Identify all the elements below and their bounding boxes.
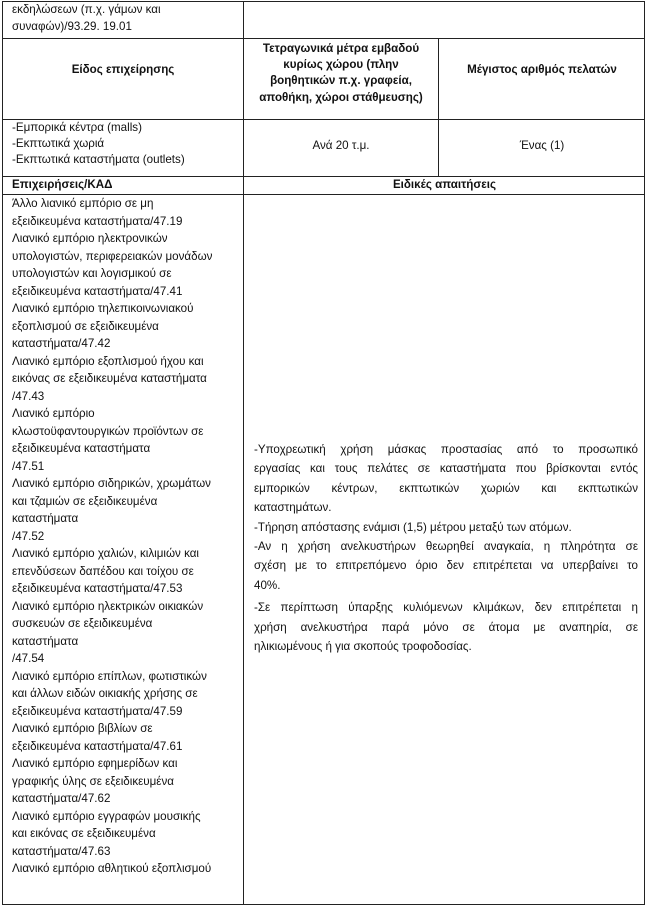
kad-line: Λιανικό εμπόριο σιδηρικών, χρωμάτων <box>12 477 211 490</box>
kad-line: και άλλων ειδών οικιακής χρήσης σε <box>12 687 198 700</box>
kad-line: Λιανικό εμπόριο εξοπλισμού ήχου και <box>12 354 204 368</box>
requirement-line: -Αν η χρήση ανελκυστήρων θεωρηθεί αναγκαία, η πληρότητα σε <box>254 540 638 554</box>
business-types-list <box>12 120 185 169</box>
column-divider <box>243 1 244 905</box>
requirement-line: -Τήρηση απόστασης ενάμισι (1,5) μέτρου μεταξύ των ατόμων. <box>254 520 572 534</box>
area-value: Ανά 20 τ.μ. <box>312 139 370 152</box>
column-divider <box>438 38 439 176</box>
kad-line: Λιανικό εμπόριο ηλεκτρονικών <box>12 232 168 245</box>
requirement-line: εμπορικών κέντρων, εκπτωτικών χωριών και εκπτωτικών <box>254 481 638 495</box>
kad-line: Λιανικό εμπόριο εγγραφών μουσικής <box>12 809 201 823</box>
kad-line: /47.43 <box>12 389 45 403</box>
kad-line: καταστήματα/47.62 <box>12 792 111 805</box>
requirement-line: ηλικιωμένους ή για σκοπούς τροφοδοσίας. <box>254 640 472 654</box>
requirement-line: -Σε περίπτωση ύπαρξης κυλιόμενων κλιμάκων, δεν επιτρέπεται η <box>254 601 638 615</box>
kad-line: /47.54 <box>12 652 45 665</box>
kad-text: συναφών)/93.29. 19.01 <box>12 20 132 33</box>
kad-line: εικόνας σε εξειδικευμένα καταστήματα <box>12 372 207 385</box>
kad-line: Λιανικό εμπόριο αθλητικού εξοπλισμού <box>12 862 212 875</box>
business-type: -Εκπτωτικά χωριά <box>12 137 105 151</box>
kad-line: Λιανικό εμπόριο βιβλίων σε <box>12 722 153 735</box>
kad-line: καταστήματα/47.42 <box>12 337 111 350</box>
kad-line: γραφικής ύλης σε εξειδικευμένα <box>12 774 174 788</box>
kad-text: εκδηλώσεων (π.χ. γάμων και <box>12 3 161 16</box>
kad-line: εξειδικευμένα καταστήματα/47.59 <box>12 704 183 718</box>
kad-line: καταστήματα/47.63 <box>12 844 111 858</box>
row-divider <box>2 38 645 39</box>
kad-line: υπολογιστών, περιφερειακών μονάδων <box>12 249 213 263</box>
kad-line: Λιανικό εμπόριο τηλεπικοινωνιακού <box>12 302 194 315</box>
requirement-line: χρήση ανελκυστήρα παρά μόνο σε άτομα με αναπηρία, σε <box>254 620 638 634</box>
kad-line: επενδύσεων δαπέδου και τοίχου σε <box>12 564 194 578</box>
special-requirements <box>254 440 638 656</box>
kad-line: εξοπλισμού σε εξειδικευμένα <box>12 319 159 333</box>
kad-line: εξειδικευμένα καταστήματα/47.19 <box>12 214 183 228</box>
area-header: Τετραγωνικά μέτρα εμβαδού κυρίως χώρου (πλην βοηθητικών π.χ. γραφεία, αποθήκη, χώροι στάθμευσης) <box>259 42 423 104</box>
kad-line: συσκευών σε εξειδικευμένα <box>12 617 153 630</box>
max-clients-value: Ένας (1) <box>519 139 565 152</box>
kad-line: εξειδικευμένα καταστήματα/47.61 <box>12 739 183 753</box>
kad-line: εξειδικευμένα καταστήματα <box>12 442 151 455</box>
kad-line: Λιανικό εμπόριο εφημερίδων και <box>12 757 178 770</box>
special-requirements-header: Ειδικές απαιτήσεις <box>392 178 497 191</box>
kad-line: Λιανικό εμπόριο ηλεκτρικών οικιακών <box>12 599 204 613</box>
requirement-line: 40%. <box>254 578 281 592</box>
kad-line: καταστήματα <box>12 512 79 525</box>
kad-list <box>12 195 212 878</box>
business-type: -Εκπτωτικά καταστήματα (outlets) <box>12 153 185 167</box>
kad-line: υπολογιστών και λογισμικού σε <box>12 267 172 280</box>
kad-line: /47.52 <box>12 529 45 543</box>
kad-line: Λιανικό εμπόριο επίπλων, φωτιστικών <box>12 669 207 683</box>
requirement-line: καταστημάτων. <box>254 501 332 515</box>
business-type: -Εμπορικά κέντρα (malls) <box>12 121 142 134</box>
requirement-line: -Υποχρεωτική χρήση μάσκας προστασίας από το προσωπικό <box>254 443 638 456</box>
businesses-kad-header: Επιχειρήσεις/ΚΑΔ <box>12 178 113 191</box>
max-clients-header: Μέγιστος αριθμός πελατών <box>467 63 617 76</box>
kad-line: εξειδικευμένα καταστήματα/47.41 <box>12 284 183 298</box>
kad-line: /47.51 <box>12 459 45 473</box>
business-type-header: Είδος επιχείρησης <box>71 63 175 76</box>
kad-line: κλωστοϋφαντουργικών προϊόντων σε <box>12 424 204 438</box>
kad-line: Λιανικό εμπόριο χαλιών, κιλιμιών και <box>12 547 199 560</box>
kad-line: Άλλο λιανικό εμπόριο σε μη <box>12 197 154 210</box>
kad-line: εξειδικευμένα καταστήματα/47.53 <box>12 582 183 595</box>
kad-line: Λιανικό εμπόριο <box>12 407 95 420</box>
kad-line: και εικόνας σε εξειδικευμένα <box>12 827 156 840</box>
requirement-line: σχέση με το επιτρεπόμενο όριο δεν επιτρέπεται να υπερβαίνει το <box>254 559 638 573</box>
kad-line: καταστήματα <box>12 634 79 648</box>
requirement-line: εργασίας και τους πελάτες σε καταστήματα που βρίσκονται εντός <box>254 462 638 476</box>
kad-line: και τζαμιών σε εξειδικευμένα <box>12 494 158 508</box>
